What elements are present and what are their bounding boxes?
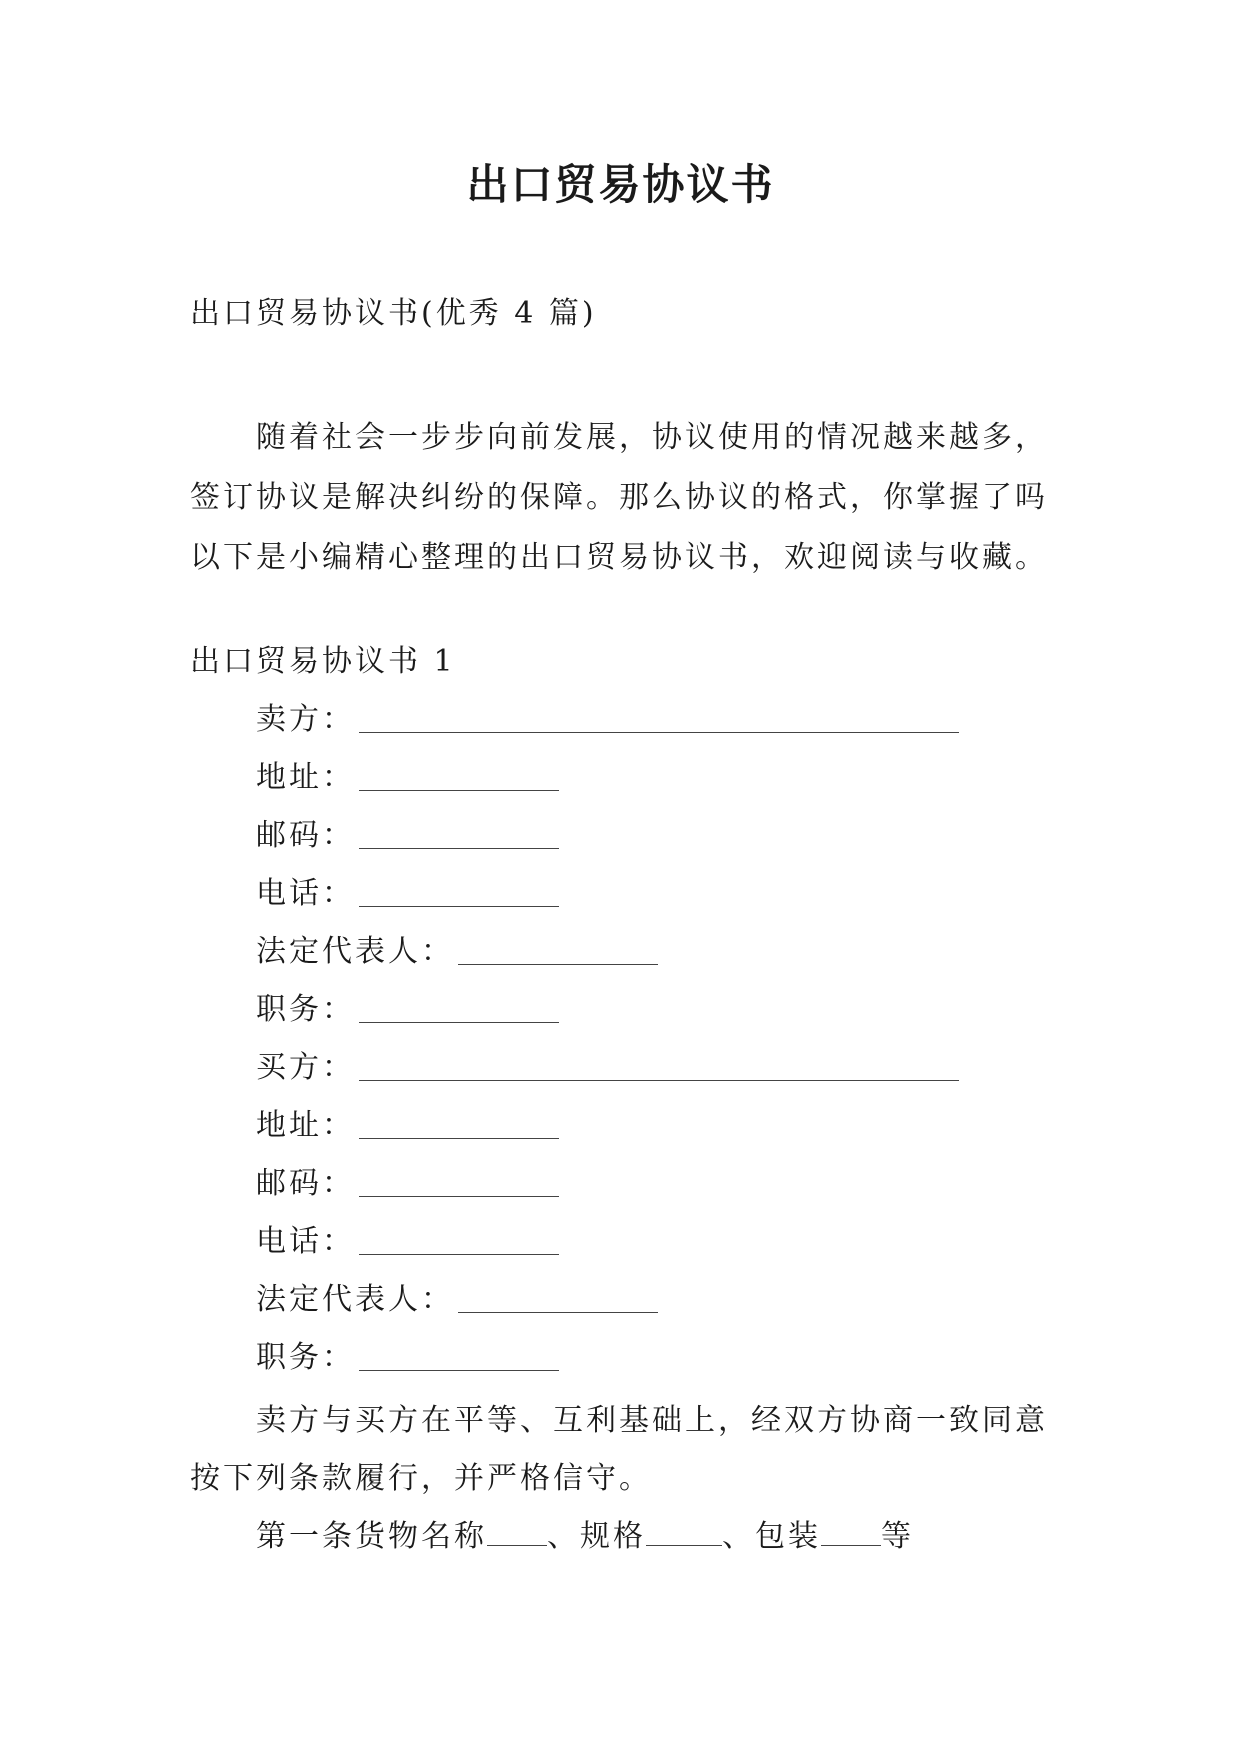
- document-subtitle: 出口贸易协议书(优秀 4 篇): [190, 296, 597, 331]
- field-label: 地址：: [256, 1108, 355, 1143]
- buyer-legal-rep-field: [256, 1278, 959, 1336]
- intro-paragraph: [190, 408, 1070, 588]
- seller-name-field: [256, 698, 959, 756]
- buyer-name-field: [256, 1046, 959, 1104]
- article-text: 第一条货物名称: [256, 1519, 487, 1554]
- fill-in-blank: [821, 1511, 881, 1546]
- field-label: 法定代表人：: [256, 934, 454, 969]
- agreement-line: 按下列条款履行，并严格信守。: [190, 1461, 652, 1496]
- fill-in-blank: [359, 988, 559, 1023]
- fill-in-blank: [359, 1162, 559, 1197]
- seller-legal-rep-field: [256, 930, 959, 988]
- seller-phone-field: [256, 872, 959, 930]
- seller-postcode-field: [256, 814, 959, 872]
- article-one: [190, 1508, 1070, 1566]
- fill-in-blank: [458, 1278, 658, 1313]
- fill-in-blank: [359, 814, 559, 849]
- field-label: 电话：: [256, 1224, 355, 1259]
- article-text: 、包装: [722, 1519, 821, 1554]
- intro-line: 签订协议是解决纠纷的保障。那么协议的格式，你掌握了吗: [190, 480, 1048, 515]
- document-title: 出口贸易协议书: [466, 160, 775, 209]
- field-label: 邮码：: [256, 818, 355, 853]
- field-label: 卖方：: [256, 702, 355, 737]
- fill-in-blank: [359, 1336, 559, 1371]
- seller-position-field: [256, 988, 959, 1046]
- article-text: 、规格: [547, 1519, 646, 1554]
- seller-address-field: [256, 756, 959, 814]
- intro-line: 随着社会一步步向前发展，协议使用的情况越来越多，: [256, 420, 1048, 455]
- fill-in-blank: [359, 756, 559, 791]
- fill-in-blank: [359, 1104, 559, 1139]
- buyer-postcode-field: [256, 1162, 959, 1220]
- article-text: 等: [881, 1519, 914, 1554]
- intro-line: 以下是小编精心整理的出口贸易协议书，欢迎阅读与收藏。: [190, 540, 1048, 575]
- fill-in-blank: [359, 872, 559, 907]
- field-label: 电话：: [256, 876, 355, 911]
- buyer-phone-field: [256, 1220, 959, 1278]
- field-label: 职务：: [256, 992, 355, 1027]
- fill-in-blank: [487, 1511, 547, 1546]
- section-heading: 出口贸易协议书 1: [190, 644, 456, 679]
- fill-in-blank: [359, 1046, 959, 1081]
- buyer-address-field: [256, 1104, 959, 1162]
- fill-in-blank: [359, 1220, 559, 1255]
- agreement-body: [190, 1392, 1070, 1566]
- fill-in-blank: [646, 1511, 722, 1546]
- buyer-position-field: [256, 1336, 959, 1394]
- agreement-line: 卖方与买方在平等、互利基础上，经双方协商一致同意: [256, 1403, 1048, 1438]
- field-label: 职务：: [256, 1340, 355, 1375]
- fill-in-blank: [359, 698, 959, 733]
- field-label: 买方：: [256, 1050, 355, 1085]
- fill-in-blank: [458, 930, 658, 965]
- field-label: 邮码：: [256, 1166, 355, 1201]
- field-label: 地址：: [256, 760, 355, 795]
- field-label: 法定代表人：: [256, 1282, 454, 1317]
- party-fields: [256, 698, 959, 1394]
